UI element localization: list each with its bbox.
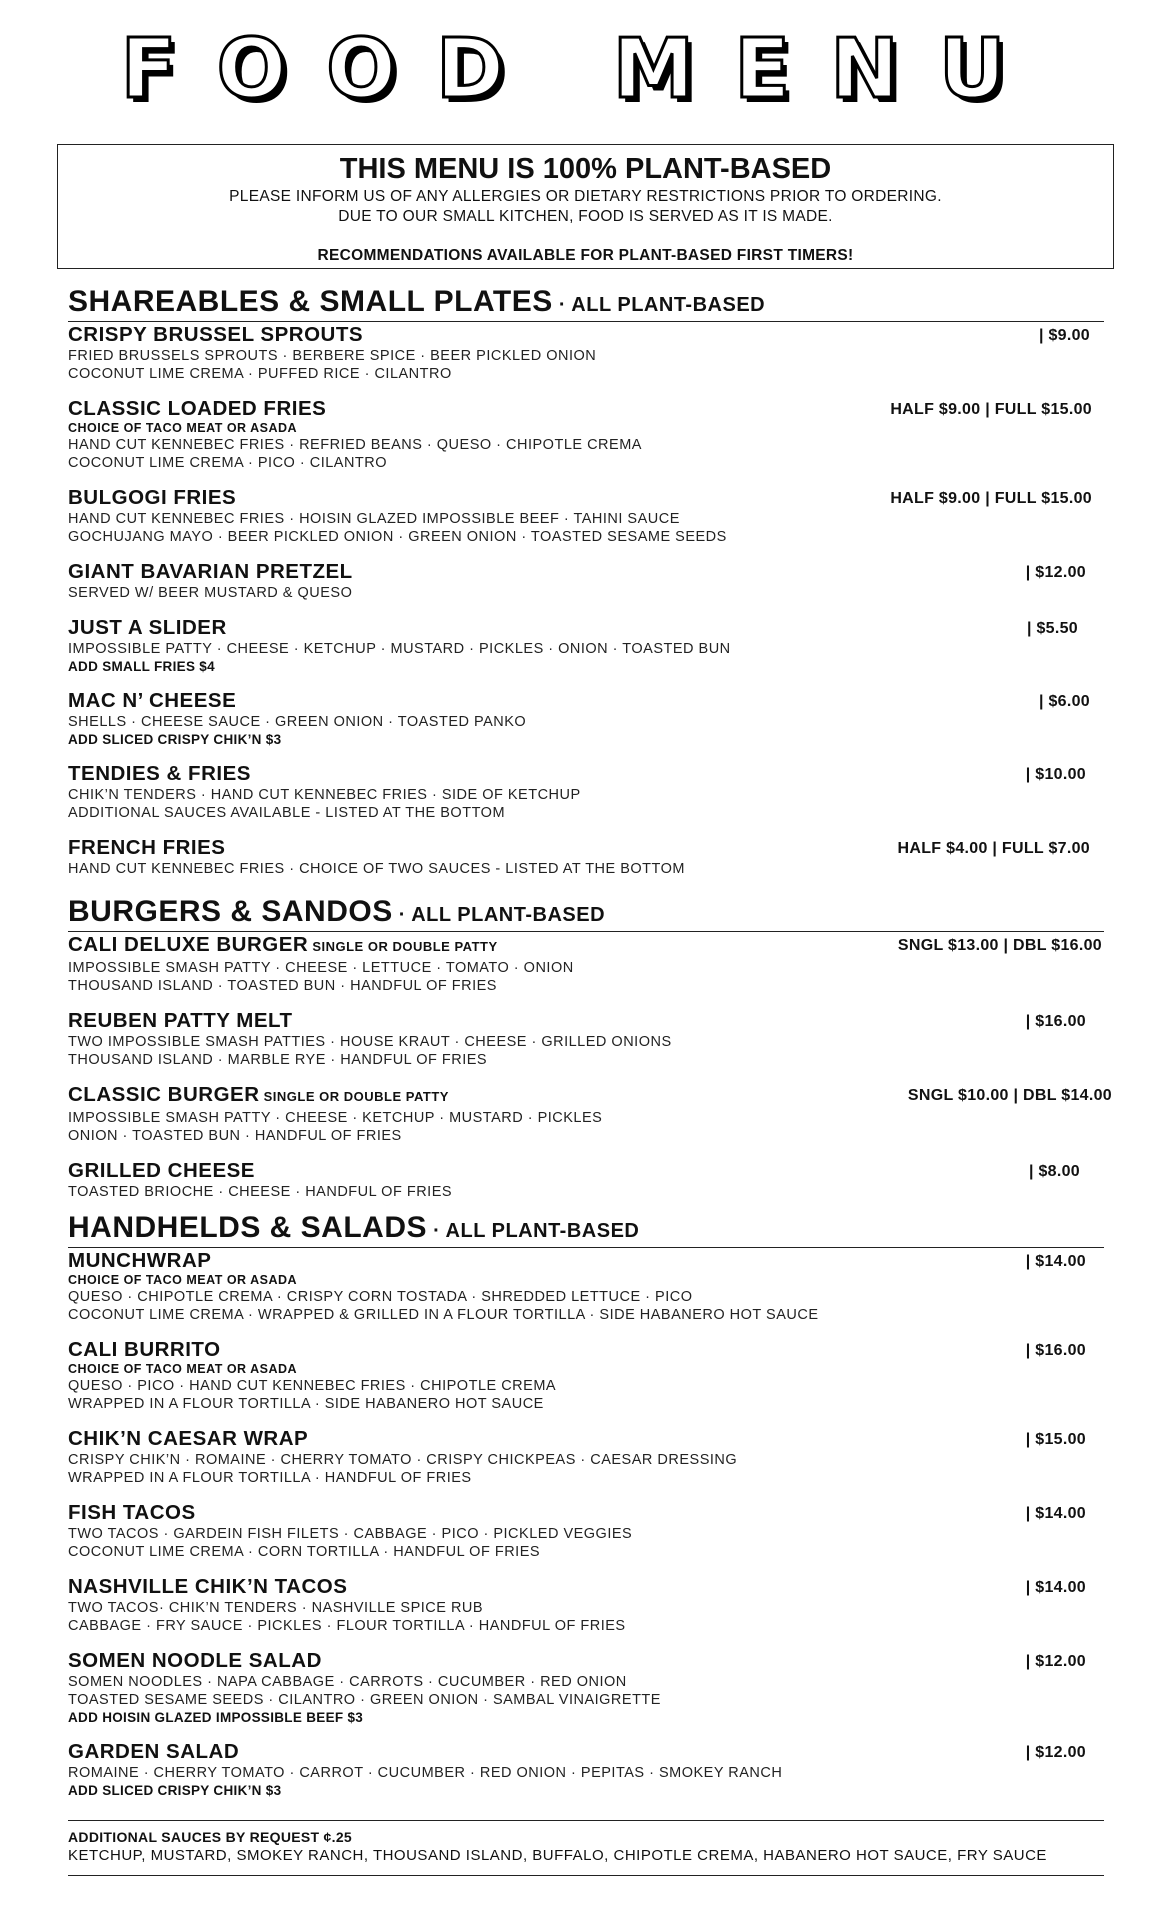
item-desc: WRAPPED IN A FLOUR TORTILLA · SIDE HABANERO HOT SAUCE xyxy=(68,1396,544,1412)
item-desc: SHELLS · CHEESE SAUCE · GREEN ONION · TOASTED PANKO xyxy=(68,714,527,730)
section-subtitle: · ALL PLANT-BASED xyxy=(427,1220,640,1242)
item-desc: COCONUT LIME CREMA · WRAPPED & GRILLED IN A FLOUR TORTILLA · SIDE HABANERO HOT SAUCE xyxy=(68,1307,819,1323)
section-handhelds xyxy=(68,1210,1104,1799)
item-name: CRISPY BRUSSEL SPROUTS xyxy=(68,323,364,346)
item-price: | $14.00 xyxy=(1025,1579,1086,1596)
item-price: | $6.00 xyxy=(1038,693,1090,710)
item-desc: TWO IMPOSSIBLE SMASH PATTIES · HOUSE KRAUT · CHEESE · GRILLED ONIONS xyxy=(68,1034,672,1050)
item-desc: COCONUT LIME CREMA · CORN TORTILLA · HANDFUL OF FRIES xyxy=(68,1544,541,1560)
notice-recommendations: RECOMMENDATIONS AVAILABLE FOR PLANT-BASED FIRST TIMERS! xyxy=(317,247,854,264)
menu-item xyxy=(68,1575,1104,1635)
menu-item xyxy=(68,689,1104,748)
menu-item xyxy=(68,1740,1104,1799)
section-header xyxy=(68,284,1104,322)
item-addon: ADD SLICED CRISPY CHIK’N $3 xyxy=(68,1783,282,1798)
section-title: HANDHELDS & SALADS xyxy=(68,1211,428,1244)
menu-item xyxy=(68,1427,1104,1487)
item-desc: WRAPPED IN A FLOUR TORTILLA · HANDFUL OF FRIES xyxy=(68,1470,472,1486)
item-price: | $12.00 xyxy=(1025,1744,1086,1761)
item-price: HALF $9.00 | FULL $15.00 xyxy=(890,490,1092,507)
item-addon: ADD SMALL FRIES $4 xyxy=(68,659,215,674)
item-tag: SINGLE OR DOUBLE PATTY xyxy=(259,1089,449,1104)
notice-heading: THIS MENU IS 100% PLANT-BASED xyxy=(339,153,832,185)
item-price: SNGL $13.00 | DBL $16.00 xyxy=(897,937,1102,954)
item-price: | $16.00 xyxy=(1025,1342,1086,1359)
item-name: GARDEN SALAD xyxy=(68,1740,240,1763)
item-name: CHIK’N CAESAR WRAP xyxy=(68,1427,309,1450)
item-desc: TOASTED SESAME SEEDS · CILANTRO · GREEN ONION · SAMBAL VINAIGRETTE xyxy=(68,1692,661,1708)
item-name: REUBEN PATTY MELT xyxy=(68,1009,293,1032)
item-price: | $16.00 xyxy=(1025,1013,1086,1030)
section-header xyxy=(68,894,1104,932)
section-subtitle: · ALL PLANT-BASED xyxy=(552,294,766,316)
menu-item xyxy=(68,397,1104,472)
item-price: | $15.00 xyxy=(1025,1431,1086,1448)
menu-item xyxy=(68,1338,1104,1413)
item-option: CHOICE OF TACO MEAT OR ASADA xyxy=(68,421,298,435)
menu-item xyxy=(68,486,1104,546)
item-price: | $5.50 xyxy=(1026,620,1078,637)
item-name: FISH TACOS xyxy=(68,1501,196,1524)
item-name: TENDIES & FRIES xyxy=(68,762,251,785)
item-price: HALF $9.00 | FULL $15.00 xyxy=(890,401,1092,418)
item-price: SNGL $10.00 | DBL $14.00 xyxy=(907,1087,1112,1104)
section-burgers xyxy=(68,894,1112,1201)
item-price: | $12.00 xyxy=(1025,564,1086,581)
notice-kitchen-line: DUE TO OUR SMALL KITCHEN, FOOD IS SERVED AS IT IS MADE. xyxy=(338,208,833,225)
page-title: FOOD MENU xyxy=(120,22,1046,117)
item-desc: COCONUT LIME CREMA · PUFFED RICE · CILANTRO xyxy=(68,366,452,382)
section-title: BURGERS & SANDOS xyxy=(68,895,393,928)
item-price: HALF $4.00 | FULL $7.00 xyxy=(897,840,1090,857)
section-shareables xyxy=(68,284,1104,878)
item-desc: THOUSAND ISLAND · TOASTED BUN · HANDFUL OF FRIES xyxy=(68,978,497,994)
item-desc: IMPOSSIBLE SMASH PATTY · CHEESE · KETCHUP · MUSTARD · PICKLES xyxy=(68,1110,603,1126)
menu-item xyxy=(68,836,1104,878)
item-desc: HAND CUT KENNEBEC FRIES · CHOICE OF TWO SAUCES - LISTED AT THE BOTTOM xyxy=(68,861,685,877)
item-name-text: CLASSIC BURGER xyxy=(68,1083,260,1106)
sauces-title: ADDITIONAL SAUCES BY REQUEST ¢.25 xyxy=(68,1829,352,1845)
item-desc: TWO TACOS · GARDEIN FISH FILETS · CABBAGE · PICO · PICKLED VEGGIES xyxy=(68,1526,633,1542)
item-name: GIANT BAVARIAN PRETZEL xyxy=(68,560,353,583)
item-desc: QUESO · PICO · HAND CUT KENNEBEC FRIES · CHIPOTLE CREMA xyxy=(68,1378,557,1394)
item-name-text: CALI DELUXE BURGER xyxy=(68,933,309,956)
item-price: | $9.00 xyxy=(1038,327,1090,344)
section-subtitle: · ALL PLANT-BASED xyxy=(392,904,606,926)
menu-item xyxy=(68,616,1104,675)
plant-based-notice xyxy=(57,144,1114,269)
item-name: FRENCH FRIES xyxy=(68,836,226,859)
item-desc: FRIED BRUSSELS SPROUTS · BERBERE SPICE · BEER PICKLED ONION xyxy=(68,348,597,364)
item-addon: ADD SLICED CRISPY CHIK’N $3 xyxy=(68,732,282,747)
item-desc: IMPOSSIBLE SMASH PATTY · CHEESE · LETTUCE · TOMATO · ONION xyxy=(68,960,574,976)
sauces-list: KETCHUP, MUSTARD, SMOKEY RANCH, THOUSAND ISLAND, BUFFALO, CHIPOTLE CREMA, HABANERO HOT SAUCE, FRY SAUCE xyxy=(68,1847,1047,1864)
item-option: CHOICE OF TACO MEAT OR ASADA xyxy=(68,1273,298,1287)
item-option: CHOICE OF TACO MEAT OR ASADA xyxy=(68,1362,298,1376)
item-desc: ADDITIONAL SAUCES AVAILABLE - LISTED AT THE BOTTOM xyxy=(68,805,506,821)
item-price: | $14.00 xyxy=(1025,1505,1086,1522)
menu-item xyxy=(68,1501,1104,1561)
item-price: | $12.00 xyxy=(1025,1653,1086,1670)
item-desc: THOUSAND ISLAND · MARBLE RYE · HANDFUL OF FRIES xyxy=(68,1052,488,1068)
item-name: CALI BURRITO xyxy=(68,1338,221,1361)
item-desc: HAND CUT KENNEBEC FRIES · HOISIN GLAZED IMPOSSIBLE BEEF · TAHINI SAUCE xyxy=(68,511,680,527)
item-name: MUNCHWRAP xyxy=(68,1249,212,1272)
item-name: NASHVILLE CHIK’N TACOS xyxy=(68,1575,348,1598)
additional-sauces xyxy=(68,1820,1104,1876)
item-desc: GOCHUJANG MAYO · BEER PICKLED ONION · GREEN ONION · TOASTED SESAME SEEDS xyxy=(68,529,727,545)
menu-item xyxy=(68,1249,1104,1324)
item-addon: ADD HOISIN GLAZED IMPOSSIBLE BEEF $3 xyxy=(68,1710,364,1725)
item-name: SOMEN NOODLE SALAD xyxy=(68,1649,322,1672)
item-price: | $8.00 xyxy=(1028,1163,1080,1180)
item-desc: TWO TACOS· CHIK’N TENDERS · NASHVILLE SPICE RUB xyxy=(68,1600,484,1616)
item-name: JUST A SLIDER xyxy=(68,616,227,639)
menu-item xyxy=(68,762,1104,822)
menu-item xyxy=(68,933,1104,995)
item-desc: QUESO · CHIPOTLE CREMA · CRISPY CORN TOSTADA · SHREDDED LETTUCE · PICO xyxy=(68,1289,693,1305)
section-title: SHAREABLES & SMALL PLATES xyxy=(68,285,553,318)
menu-item xyxy=(68,323,1104,383)
menu-item xyxy=(68,1009,1104,1069)
item-desc: IMPOSSIBLE PATTY · CHEESE · KETCHUP · MUSTARD · PICKLES · ONION · TOASTED BUN xyxy=(68,641,731,657)
notice-allergy-line: PLEASE INFORM US OF ANY ALLERGIES OR DIETARY RESTRICTIONS PRIOR TO ORDERING. xyxy=(229,188,942,205)
item-tag: SINGLE OR DOUBLE PATTY xyxy=(308,939,498,954)
item-name: CLASSIC LOADED FRIES xyxy=(68,397,327,420)
item-desc: CRISPY CHIK’N · ROMAINE · CHERRY TOMATO · CRISPY CHICKPEAS · CAESAR DRESSING xyxy=(68,1452,738,1468)
menu-item xyxy=(68,1083,1112,1145)
menu-item xyxy=(68,1159,1104,1201)
item-desc: ROMAINE · CHERRY TOMATO · CARROT · CUCUMBER · RED ONION · PEPITAS · SMOKEY RANCH xyxy=(68,1765,783,1781)
menu-item xyxy=(68,1649,1104,1726)
item-price: | $14.00 xyxy=(1025,1253,1086,1270)
item-name: MAC N’ CHEESE xyxy=(68,689,237,712)
item-desc: HAND CUT KENNEBEC FRIES · REFRIED BEANS · QUESO · CHIPOTLE CREMA xyxy=(68,437,642,453)
item-desc: SOMEN NOODLES · NAPA CABBAGE · CARROTS · CUCUMBER · RED ONION xyxy=(68,1674,627,1690)
menu-item xyxy=(68,560,1104,602)
section-header xyxy=(68,1210,1104,1248)
item-name: GRILLED CHEESE xyxy=(68,1159,255,1182)
item-desc: TOASTED BRIOCHE · CHEESE · HANDFUL OF FRIES xyxy=(68,1184,453,1200)
item-desc: SERVED W/ BEER MUSTARD & QUESO xyxy=(68,585,353,601)
item-desc: ONION · TOASTED BUN · HANDFUL OF FRIES xyxy=(68,1128,402,1144)
item-desc: CHIK’N TENDERS · HAND CUT KENNEBEC FRIES · SIDE OF KETCHUP xyxy=(68,787,581,803)
item-desc: CABBAGE · FRY SAUCE · PICKLES · FLOUR TORTILLA · HANDFUL OF FRIES xyxy=(68,1618,626,1634)
item-desc: COCONUT LIME CREMA · PICO · CILANTRO xyxy=(68,455,388,471)
item-price: | $10.00 xyxy=(1025,766,1086,783)
item-name: BULGOGI FRIES xyxy=(68,486,237,509)
